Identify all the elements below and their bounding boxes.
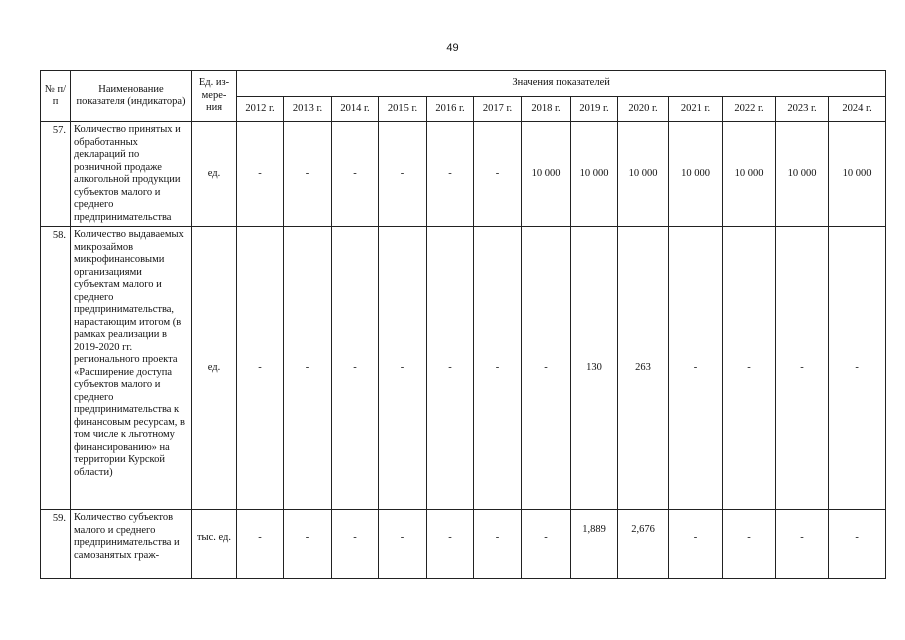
- header-indicator-name: Наименование показателя (индикатора): [71, 71, 192, 122]
- value-cell: 10 000: [829, 122, 886, 227]
- header-year: 2022 г.: [723, 97, 776, 122]
- header-year: 2017 г.: [474, 97, 522, 122]
- unit-cell: ед.: [192, 122, 237, 227]
- value-cell: -: [723, 510, 776, 579]
- row-number: 58.: [41, 227, 71, 510]
- row-number: 59.: [41, 510, 71, 579]
- page-number: 49: [446, 42, 459, 54]
- value-cell: -: [427, 122, 474, 227]
- value-cell: -: [237, 510, 284, 579]
- value-cell: -: [474, 510, 522, 579]
- value-cell: -: [379, 122, 427, 227]
- value-cell: -: [427, 510, 474, 579]
- unit-cell: тыс. ед.: [192, 510, 237, 579]
- value-cell: -: [669, 510, 723, 579]
- value-cell: -: [669, 227, 723, 510]
- header-year: 2015 г.: [379, 97, 427, 122]
- indicators-table: [40, 70, 886, 579]
- value-cell: -: [474, 227, 522, 510]
- value-cell: -: [829, 227, 886, 510]
- value-cell: -: [379, 510, 427, 579]
- header-year: 2014 г.: [332, 97, 379, 122]
- value-cell: -: [332, 510, 379, 579]
- header-year: 2016 г.: [427, 97, 474, 122]
- value-cell: -: [332, 122, 379, 227]
- value-cell: -: [284, 122, 332, 227]
- value-cell: -: [829, 510, 886, 579]
- value-cell: 1,889: [571, 510, 618, 579]
- table-row: [41, 227, 886, 510]
- value-cell: -: [427, 227, 474, 510]
- value-cell: 10 000: [776, 122, 829, 227]
- indicator-name: Количество субъектов малого и среднего предпринимательства и самозанятых граж-: [71, 510, 192, 579]
- table-row: [41, 510, 886, 579]
- value-cell: -: [776, 510, 829, 579]
- unit-cell: ед.: [192, 227, 237, 510]
- value-cell: 130: [571, 227, 618, 510]
- value-cell: 10 000: [669, 122, 723, 227]
- value-cell: -: [776, 227, 829, 510]
- value-cell: -: [522, 227, 571, 510]
- header-year: 2013 г.: [284, 97, 332, 122]
- value-cell: -: [379, 227, 427, 510]
- header-year: 2018 г.: [522, 97, 571, 122]
- header-year: 2020 г.: [618, 97, 669, 122]
- value-cell: -: [237, 122, 284, 227]
- header-year: 2023 г.: [776, 97, 829, 122]
- header-number: № п/п: [41, 71, 71, 122]
- value-cell: -: [723, 227, 776, 510]
- value-cell: 10 000: [522, 122, 571, 227]
- indicator-name: Количество принятых и обработанных деклараций по розничной продаже алкогольной продукции субъектов малого и среднего предпринимательства: [71, 122, 192, 227]
- header-values-title: Значения показателей: [237, 71, 886, 97]
- value-cell: -: [237, 227, 284, 510]
- header-year: 2012 г.: [237, 97, 284, 122]
- table-row: [41, 122, 886, 227]
- header-year: 2019 г.: [571, 97, 618, 122]
- header-year: 2024 г.: [829, 97, 886, 122]
- value-cell: -: [332, 227, 379, 510]
- value-cell: 10 000: [618, 122, 669, 227]
- value-cell: 2,676: [618, 510, 669, 579]
- value-cell: -: [522, 510, 571, 579]
- row-number: 57.: [41, 122, 71, 227]
- header-unit: Ед. из-мере-ния: [192, 71, 237, 122]
- header-year: 2021 г.: [669, 97, 723, 122]
- value-cell: 10 000: [571, 122, 618, 227]
- value-cell: -: [284, 510, 332, 579]
- indicator-name: Количество выдаваемых микрозаймов микрофинансовыми организациями субъектам малого и среднего предпринимательства, нарастающим итогом (в рамках реализации в 2019-2020 гг. регионального проекта «Расширение доступа субъектов малого и среднего предпринимательства к финансовым ресурсам, в том числе к льготному финансированию» на территории Курской области): [71, 227, 192, 510]
- value-cell: 263: [618, 227, 669, 510]
- value-cell: 10 000: [723, 122, 776, 227]
- value-cell: -: [284, 227, 332, 510]
- value-cell: -: [474, 122, 522, 227]
